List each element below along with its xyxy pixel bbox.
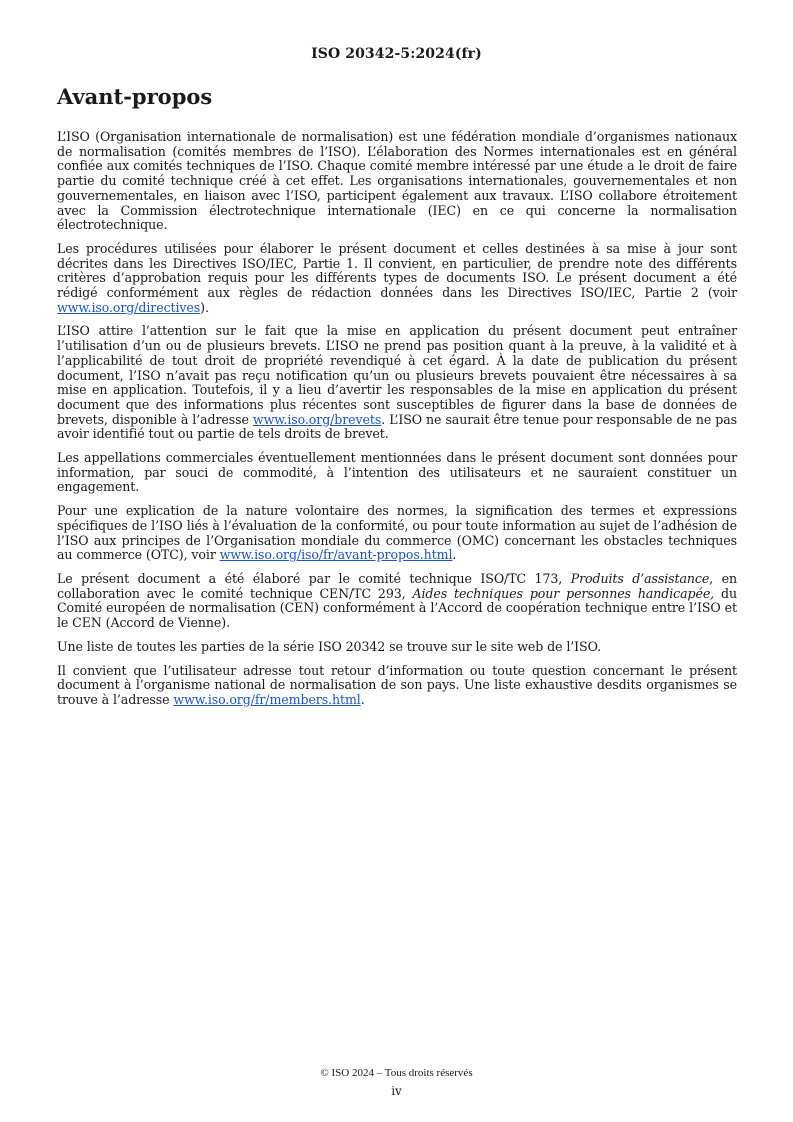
- page-number: iv: [391, 1084, 402, 1098]
- paragraph-text: .: [360, 691, 365, 707]
- paragraph-text: , en collaboration avec le comité technique CEN/TC 293,: [57, 570, 738, 601]
- paragraph-procedures: [57, 242, 737, 316]
- paragraph-text: Pour une explication de la nature volontaire des normes, la signification des termes et expressions spécifiques de l’ISO liés à l’évaluation de la conformité, ou pour toute information au sujet de l’adhésion de l’ISO aux principes de l’Organisation mondiale du commerce (OMC) concernant les obstacles techniques au commerce (OTC), voir: [57, 503, 737, 563]
- paragraph-text: du Comité européen de normalisation (CEN) conformément à l’Accord de coopération technique entre l’ISO et le CEN (Accord de Vienne).: [57, 585, 737, 631]
- page-title: Avant-propos: [57, 84, 213, 109]
- paragraph-iso-intro: [57, 130, 737, 233]
- committee-title: Produits d’assistance: [570, 570, 710, 586]
- paragraph-text: .: [452, 547, 457, 563]
- patents-link[interactable]: www.iso.org/brevets: [252, 411, 382, 427]
- paragraph-series-list: [57, 640, 737, 655]
- document-header: ISO 20342-5:2024(fr): [311, 46, 482, 62]
- copyright-footer: © ISO 2024 – Tous droits réservés: [320, 1067, 473, 1079]
- directives-link[interactable]: www.iso.org/directives: [57, 299, 201, 315]
- paragraph-text: ).: [200, 299, 209, 315]
- paragraph-text: Le présent document a été élaboré par le comité technique ISO/TC 173,: [57, 570, 571, 586]
- members-link[interactable]: www.iso.org/fr/members.html: [173, 691, 361, 707]
- paragraph-text: Une liste de toutes les parties de la série ISO 20342 se trouve sur le site web de l’ISO.: [57, 638, 601, 654]
- paragraph-text: Il convient que l’utilisateur adresse tout retour d’information ou toute question concernant le présent document à l’organisme national de normalisation de son pays. Une liste exhaustive desdits organismes se trouve à l’adresse: [57, 662, 737, 707]
- cen-committee-title: Aides techniques pour personnes handicapée,: [412, 585, 715, 601]
- paragraph-patents: [57, 324, 737, 442]
- paragraph-committee: [57, 572, 737, 631]
- paragraph-text: . L’ISO ne saurait être tenue pour responsable de ne pas avoir identifié tout ou partie de tels droits de brevet.: [57, 411, 737, 442]
- paragraph-trade-names: [57, 451, 737, 495]
- paragraph-text: L’ISO attire l’attention sur le fait que la mise en application du présent document peut entraîner l’utilisation d’un ou de plusieurs brevets. L’ISO ne prend pas position quant à la preuve, à la validité et à l’applicabilité de tout droit de propriété revendiqué à cet égard. À la date de publication du présent document, l’ISO n’avait pas reçu notification qu’un ou plusieurs brevets pouvaient être nécessaires à sa mise en application. Toutefois, il y a lieu d’avertir les responsables de la mise en application du présent document que des informations plus récentes sont susceptibles de figurer dans la base de données de brevets, disponible à l’adresse: [57, 323, 737, 427]
- paragraph-feedback: [57, 664, 737, 708]
- paragraph-text: Les procédures utilisées pour élaborer le présent document et celles destinées à sa mise à jour sont décrites dans les Directives ISO/IEC, Partie 1. Il convient, en particulier, de prendre note des différents critères d’approbation requis pour les différents types de documents ISO. Le présent document a été rédigé conformément aux règles de rédaction données dans les Directives ISO/IEC, Partie 2 (voir: [57, 240, 737, 301]
- paragraph-text: Les appellations commerciales éventuellement mentionnées dans le présent document sont données pour information, par souci de commodité, à l’intention des utilisateurs et ne sauraient constituer un engagement.: [57, 450, 737, 495]
- document-body: [57, 130, 737, 717]
- paragraph-text: L’ISO (Organisation internationale de normalisation) est une fédération mondiale d’organismes nationaux de normalisation (comités membres de l’ISO). L’élaboration des Normes internationales est en général confiée aux comités techniques de l’ISO. Chaque comité membre intéressé par une étude a le droit de faire partie du comité technique créé à cet effet. Les organisations internationales, gouvernementales et non gouvernementales, en liaison avec l’ISO, participent également aux travaux. L’ISO collabore étroitement avec la Commission électrotechnique internationale (IEC) en ce qui concerne la normalisation électrotechnique.: [57, 129, 737, 233]
- paragraph-voluntary-nature: [57, 504, 737, 563]
- foreword-link[interactable]: www.iso.org/iso/fr/avant-propos.html: [219, 547, 453, 563]
